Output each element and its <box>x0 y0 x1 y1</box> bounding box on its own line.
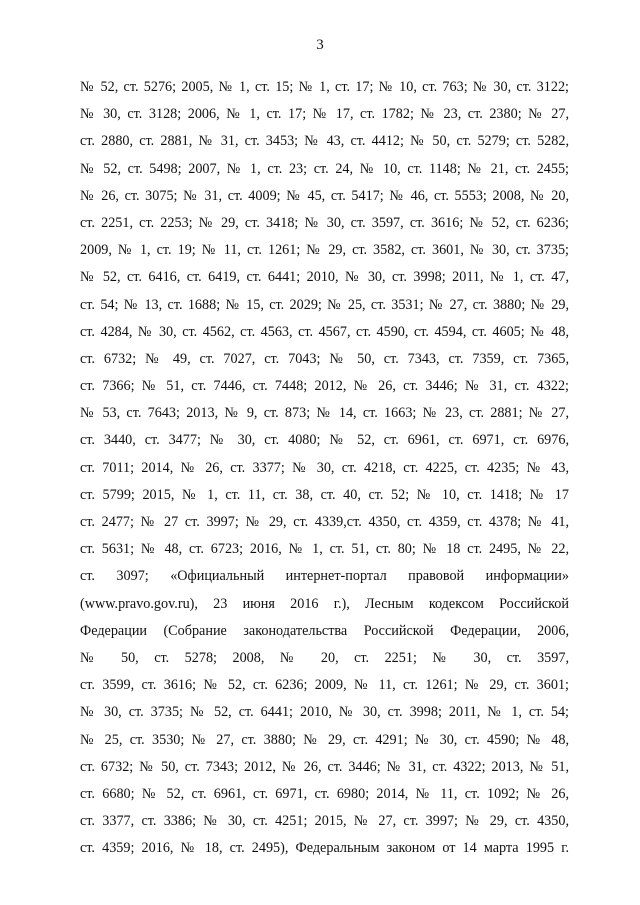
text-line: (www.pravo.gov.ru), 23 июня 2016 г.), Лесным кодексом Российской <box>80 595 569 612</box>
text-line: № 52, ст. 6416, ст. 6419, ст. 6441; 2010, № 30, ст. 3998; 2011, № 1, ст. 47, <box>80 269 569 286</box>
text-line: ст. 5799; 2015, № 1, ст. 11, ст. 38, ст. 40, ст. 52; № 10, ст. 1418; № 17 <box>80 486 569 503</box>
text-line: № 26, ст. 3075; № 31, ст. 4009; № 45, ст. 5417; № 46, ст. 5553; 2008, № 20, <box>80 187 569 204</box>
text-line: Федерации (Собрание законодательства Российской Федерации, 2006, <box>80 622 569 639</box>
text-line: № 50, ст. 5278; 2008, № 20, ст. 2251; № 30, ст. 3597, <box>80 649 569 666</box>
text-line: № 52, ст. 5276; 2005, № 1, ст. 15; № 1, ст. 17; № 10, ст. 763; № 30, ст. 3122; <box>80 79 569 95</box>
text-line: № 53, ст. 7643; 2013, № 9, ст. 873; № 14, ст. 1663; № 23, ст. 2881; № 27, <box>80 405 569 422</box>
text-line: ст. 3599, ст. 3616; № 52, ст. 6236; 2009, № 11, ст. 1261; № 29, ст. 3601; <box>80 677 569 694</box>
text-line: № 30, ст. 3128; 2006, № 1, ст. 17; № 17, ст. 1782; № 23, ст. 2380; № 27, <box>80 106 569 123</box>
text-line: 2009, № 1, ст. 19; № 11, ст. 1261; № 29, ст. 3582, ст. 3601, № 30, ст. 3735; <box>80 242 569 259</box>
text-line: ст. 2251, ст. 2253; № 29, ст. 3418; № 30, ст. 3597, ст. 3616; № 52, ст. 6236; <box>80 214 569 231</box>
text-line: ст. 7366; № 51, ст. 7446, ст. 7448; 2012, № 26, ст. 3446; № 31, ст. 4322; <box>80 378 569 395</box>
page-number: 3 <box>316 37 324 53</box>
text-line: ст. 3377, ст. 3386; № 30, ст. 4251; 2015, № 27, ст. 3997; № 29, ст. 4350, <box>80 813 569 830</box>
text-line: ст. 3440, ст. 3477; № 30, ст. 4080; № 52, ст. 6961, ст. 6971, ст. 6976, <box>80 432 569 449</box>
text-line: № 25, ст. 3530; № 27, ст. 3880; № 29, ст. 4291; № 30, ст. 4590; № 48, <box>80 731 569 748</box>
text-line: ст. 5631; № 48, ст. 6723; 2016, № 1, ст. 51, ст. 80; № 18 ст. 2495, № 22, <box>80 541 569 558</box>
text-line: ст. 54; № 13, ст. 1688; № 15, ст. 2029; № 25, ст. 3531; № 27, ст. 3880; № 29, <box>80 296 569 313</box>
text-line: ст. 2477; № 27 ст. 3997; № 29, ст. 4339,ст. 4350, ст. 4359, ст. 4378; № 41, <box>80 514 569 530</box>
text-line: ст. 4359; 2016, № 18, ст. 2495), Федеральным законом от 14 марта 1995 г. <box>80 840 569 857</box>
text-line: ст. 4284, № 30, ст. 4562, ст. 4563, ст. 4567, ст. 4590, ст. 4594, ст. 4605; № 48, <box>80 323 569 340</box>
text-line: ст. 6732; № 49, ст. 7027, ст. 7043; № 50, ст. 7343, ст. 7359, ст. 7365, <box>80 350 569 367</box>
text-line: № 52, ст. 5498; 2007, № 1, ст. 23; ст. 24, № 10, ст. 1148; № 21, ст. 2455; <box>80 160 569 177</box>
text-line: ст. 6732; № 50, ст. 7343; 2012, № 26, ст. 3446; № 31, ст. 4322; 2013, № 51, <box>80 758 569 775</box>
text-line: ст. 2880, ст. 2881, № 31, ст. 3453; № 43, ст. 4412; № 50, ст. 5279; ст. 5282, <box>80 133 569 150</box>
text-line: ст. 3097; «Официальный интернет-портал правовой информации» <box>80 568 569 585</box>
text-line: ст. 6680; № 52, ст. 6961, ст. 6971, ст. 6980; 2014, № 11, ст. 1092; № 26, <box>80 785 569 802</box>
body-text <box>80 74 569 862</box>
text-line: ст. 7011; 2014, № 26, ст. 3377; № 30, ст. 4218, ст. 4225, ст. 4235; № 43, <box>80 459 569 476</box>
text-line: № 30, ст. 3735; № 52, ст. 6441; 2010, № 30, ст. 3998; 2011, № 1, ст. 54; <box>80 704 569 721</box>
